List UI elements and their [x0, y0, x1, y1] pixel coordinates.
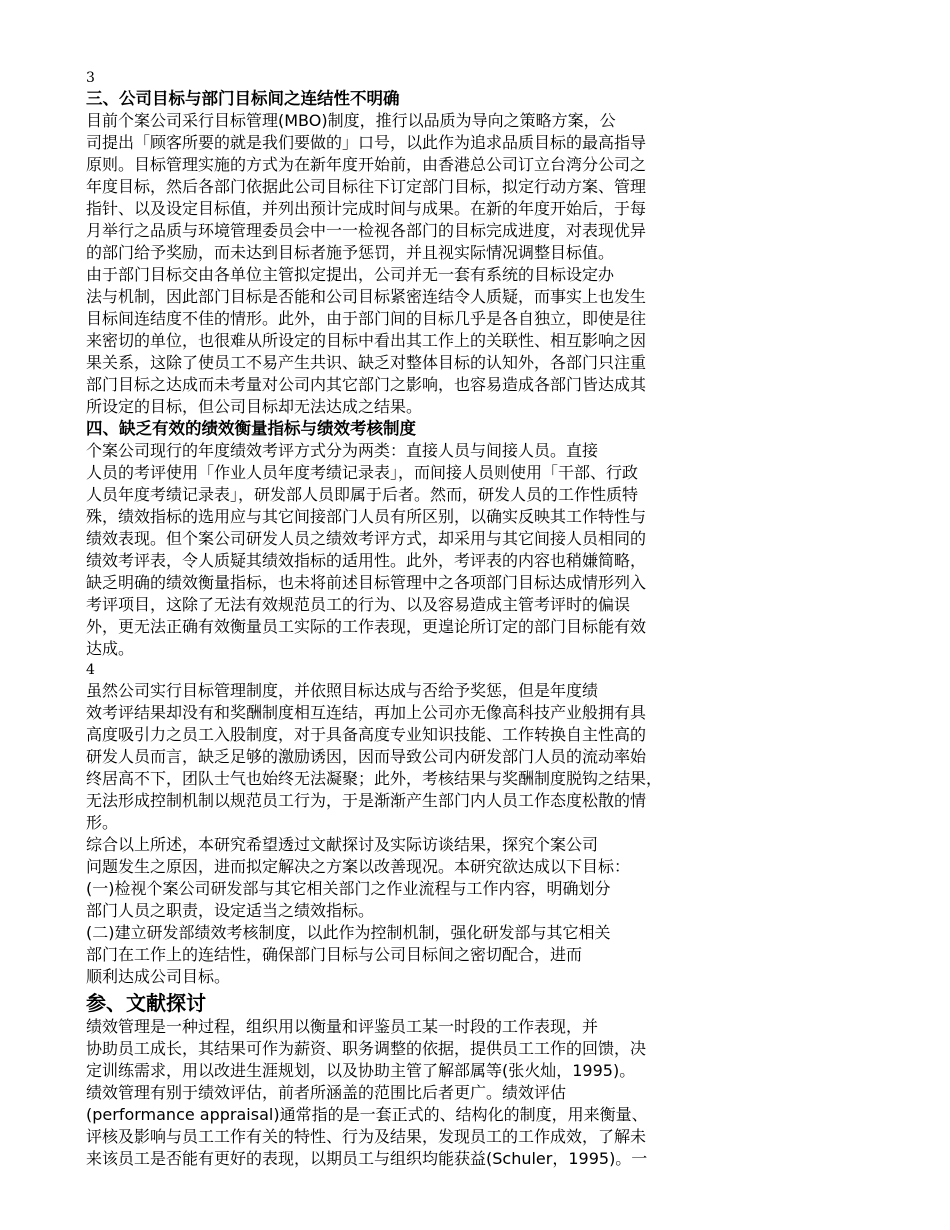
paragraph-appraisal	[86, 440, 746, 660]
paragraph-department-goals	[86, 264, 746, 418]
paragraph-performance-management	[86, 1016, 746, 1082]
text-line: 研发人员而言，缺乏足够的激励诱因，因而导致公司内研发部门人员的流动率始	[86, 747, 647, 766]
text-line: 考评项目，这除了无法有效规范员工的行为、以及容易造成主管考评时的偏误	[86, 595, 631, 614]
text-line: 协助员工成长，其结果可作为薪资、职务调整的依据，提供员工工作的回馈，决	[86, 1039, 647, 1058]
text-line: 形。	[86, 813, 119, 832]
text-line: 目标间连结度不佳的情形。此外，由于部门间的目标几乎是各自独立，即使是往	[86, 309, 647, 328]
text-line: (一)检视个案公司研发部与其它相关部门之作业流程与工作内容，明确划分	[86, 879, 611, 898]
text-line: 来该员工是否能有更好的表现，以期员工与组织均能获益(Schuler，1995)。一	[86, 1149, 648, 1168]
research-goal-1	[86, 878, 746, 922]
section-heading-4: 四、缺乏有效的绩效衡量指标与绩效考核制度	[86, 419, 416, 438]
text-line: 人员的考评使用「作业人员年度考绩记录表」，而间接人员则使用「干部、行政	[86, 463, 639, 482]
text-line: 目前个案公司采行目标管理(MBO)制度，推行以品质为导向之策略方案，公	[86, 111, 616, 130]
text-line: 年度目标，然后各部门依据此公司目标往下订定部门目标，拟定行动方案、管理	[86, 177, 647, 196]
text-line: 由于部门目标交由各单位主管拟定提出，公司并无一套有系统的目标设定办	[86, 265, 615, 284]
text-line: 指针、以及设定目标值，并列出预计完成时间与成果。在新的年度开始后，于每	[86, 199, 647, 218]
text-line: 绩效考评表，令人质疑其绩效指标的适用性。此外，考评表的内容也稍嫌简略，	[86, 551, 647, 570]
text-line: 综合以上所述，本研究希望透过文献探讨及实际访谈结果，探究个案公司	[86, 835, 599, 854]
text-line: 殊，绩效指标的选用应与其它间接部门人员有所区别，以确实反映其工作特性与	[86, 507, 647, 526]
text-line: 的部门给予奖励，而未达到目标者施予惩罚，并且视实际情况调整目标值。	[86, 243, 615, 262]
text-line: 法与机制，因此部门目标是否能和公司目标紧密连结令人质疑，而事实上也发生	[86, 287, 647, 306]
text-line: 部门目标之达成而未考量对公司内其它部门之影响，也容易造成各部门皆达成其	[86, 375, 647, 394]
text-line: (performance appraisal)通常指的是一套正式的、结构化的制度，用来衡量、	[86, 1105, 648, 1124]
page-number: 3	[86, 70, 95, 86]
text-line: 月举行之品质与环境管理委员会中一一检视各部门的目标完成进度，对表现优异	[86, 221, 647, 240]
text-line: 部门人员之职责，设定适当之绩效指标。	[86, 901, 375, 920]
text-line: 虽然公司实行目标管理制度，并依照目标达成与否给予奖惩，但是年度绩	[86, 681, 599, 700]
text-line: 达成。	[86, 639, 135, 658]
text-line: 终居高不下，团队士气也始终无法凝聚；此外，考核结果与奖酬制度脱钩之结果，	[86, 769, 663, 788]
text-line: 高度吸引力之员工入股制度，对于具备高度专业知识技能、工作转换自主性高的	[86, 725, 647, 744]
text-line: 评核及影响与员工工作有关的特性、行为及结果，发现员工的工作成效，了解未	[86, 1127, 647, 1146]
text-line: 外，更无法正确有效衡量员工实际的工作表现，更遑论所订定的部门目标能有效	[86, 617, 647, 636]
document-page	[86, 68, 746, 1170]
text-line: 问题发生之原因，进而拟定解决之方案以改善现况。本研究欲达成以下目标：	[86, 857, 631, 876]
text-line: 缺乏明确的绩效衡量指标，也未将前述目标管理中之各项部门目标达成情形列入	[86, 573, 647, 592]
text-line: 定训练需求，用以改进生涯规划，以及协助主管了解部属等(张火灿，1995)。	[86, 1061, 636, 1080]
text-line: 原则。目标管理实施的方式为在新年度开始前，由香港总公司订立台湾分公司之	[86, 155, 647, 174]
paragraph-rewards	[86, 680, 746, 834]
text-line: 效考评结果却没有和奖酬制度相互连结，再加上公司亦无像高科技产业般拥有具	[86, 703, 647, 722]
text-line: 部门在工作上的连结性，确保部门目标与公司目标间之密切配合，进而	[86, 945, 583, 964]
text-line: 顺利达成公司目标。	[86, 967, 231, 986]
text-line: (二)建立研发部绩效考核制度，以此作为控制机制，强化研发部与其它相关	[86, 923, 611, 942]
text-line: 果关系，这除了使员工不易产生共识、缺乏对整体目标的认知外，各部门只注重	[86, 353, 647, 372]
text-line: 所设定的目标，但公司目标却无法达成之结果。	[86, 397, 423, 416]
page-number: 4	[86, 662, 95, 678]
text-line: 个案公司现行的年度绩效考评方式分为两类：直接人员与间接人员。直接	[86, 441, 599, 460]
research-goal-2	[86, 922, 746, 988]
paragraph-summary	[86, 834, 746, 878]
section-heading-3: 三、公司目标与部门目标间之连结性不明确	[86, 89, 400, 108]
text-line: 绩效管理有别于绩效评估，前者所涵盖的范围比后者更广。绩效评估	[86, 1083, 567, 1102]
paragraph-mbo	[86, 110, 746, 264]
text-line: 无法形成控制机制以规范员工行为，于是渐渐产生部门内人员工作态度松散的情	[86, 791, 647, 810]
text-line: 人员年度考绩记录表」，研发部人员即属于后者。然而，研发人员的工作性质特	[86, 485, 639, 504]
chapter-heading-literature: 参、文献探讨	[86, 991, 206, 1015]
text-line: 绩效管理是一种过程，组织用以衡量和评鉴员工某一时段的工作表现，并	[86, 1017, 599, 1036]
text-line: 绩效表现。但个案公司研发人员之绩效考评方式，却采用与其它间接人员相同的	[86, 529, 647, 548]
text-line: 来密切的单位，也很难从所设定的目标中看出其工作上的关联性、相互影响之因	[86, 331, 647, 350]
text-line: 司提出「顾客所要的就是我们要做的」口号，以此作为追求品质目标的最高指导	[86, 133, 647, 152]
paragraph-performance-appraisal	[86, 1082, 746, 1170]
